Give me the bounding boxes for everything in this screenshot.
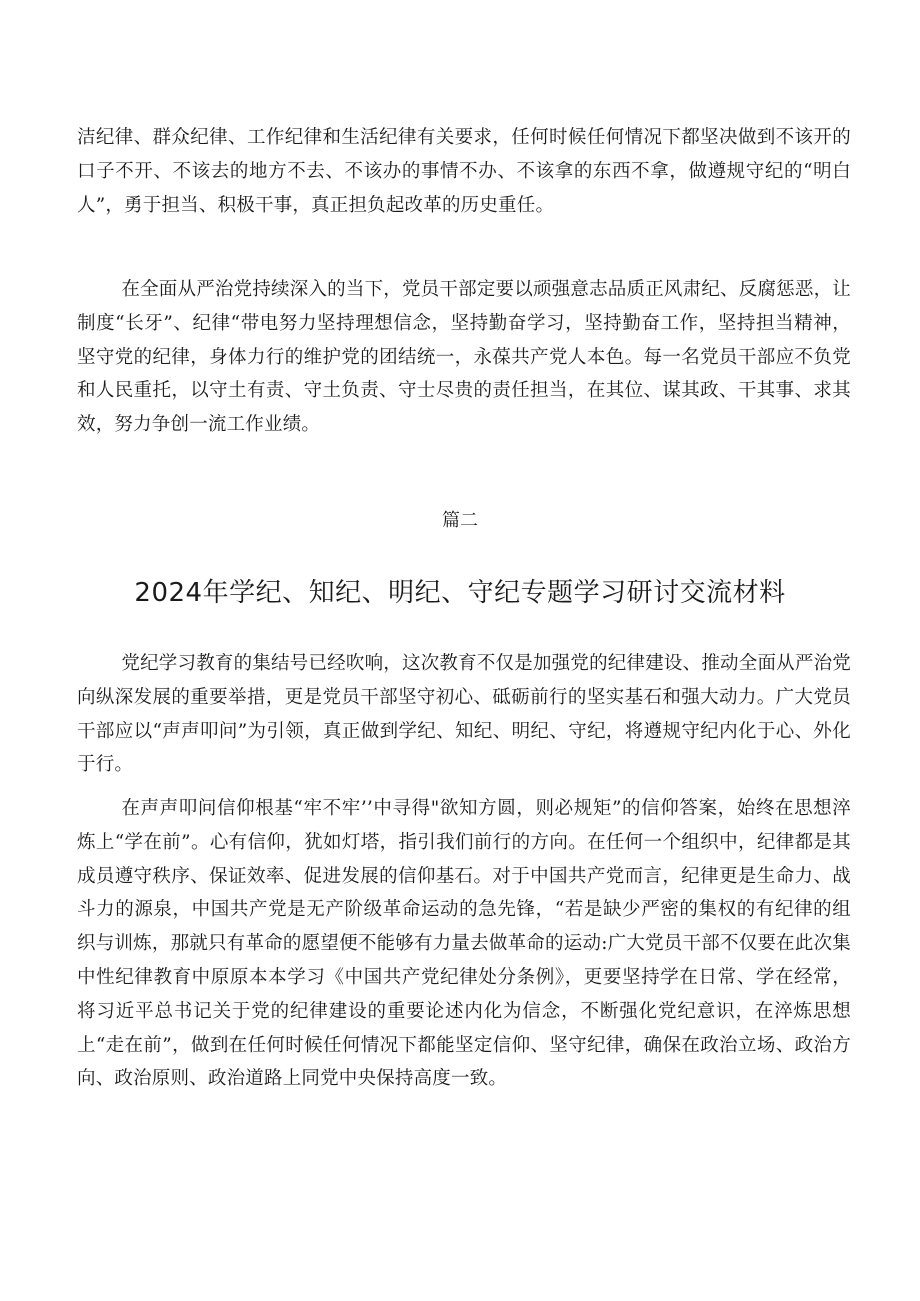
paragraph-continued: 洁纪律、群众纪律、工作纪律和生活纪律有关要求，任何时候任何情况下都坚决做到不该开的口子不开、不该去的地方不去、不该办的事情不办、不该拿的东西不拿，做遵规守纪的“明白人”，勇于担当、积极干事，真正担负起改革的历史重任。	[77, 127, 851, 216]
paragraph-faith: 在声声叩问信仰根基“牢不牢’’中寻得"欲知方圆，则必规矩”的信仰答案，始终在思想淬炼上“学在前”。心有信仰，犹如灯塔，指引我们前行的方向。在任何一个组织中，纪律都是其成员遵守秩序、保证效率、促进发展的信仰基石。对于中国共产党而言，纪律更是生命力、战斗力的源泉，中国共产党是无产阶级革命运动的急先锋，“若是缺少严密的集权的有纪律的组织与训炼，那就只有革命的愿望便不能够有力量去做革命的运动:广大党员干部不仅要在此次集中性纪律教育中原原本本学习《中国共产党纪律处分条例》，更要坚持学在日常、学在经常，将习近平总书记关于党的纪律建设的重要论述内化为信念，不断强化党纪意识，在淬炼思想上“走在前”，做到在任何时候任何情况下都能坚定信仰、坚守纪律，确保在政治立场、政治方向、政治原则、政治道路上同党中央保持高度一致。	[77, 798, 851, 1090]
section-label: 篇二	[442, 510, 478, 531]
paragraph-discipline: 在全面从严治党持续深入的当下，党员干部定要以顽强意志品质正风肃纪、反腐惩恶，让制度“长牙”、纪律“带电努力坚持理想信念，坚持勤奋学习，坚持勤奋工作，坚持担当精神，坚守党的纪律，身体力行的维护党的团结统一，永葆共产党人本色。每一名党员干部应不负党和人民重托，以守土有责、守土负责、守士尽贵的责任担当，在其位、谋其政、干其事、求其效，努力争创一流工作业绩。	[77, 279, 851, 436]
paragraph-intro: 党纪学习教育的集结号已经吹响，这次教育不仅是加强党的纪律建设、推动全面从严治党向纵深发展的重要举措，更是党员干部坚守初心、砥砺前行的坚实基石和强大动力。广大党员干部应以“声声叩问”为引领，真正做到学纪、知纪、明纪、守纪，将遵规守纪内化于心、外化于行。	[77, 653, 851, 776]
document-title: 2024年学纪、知纪、明纪、守纪专题学习研讨交流材料	[134, 578, 786, 608]
